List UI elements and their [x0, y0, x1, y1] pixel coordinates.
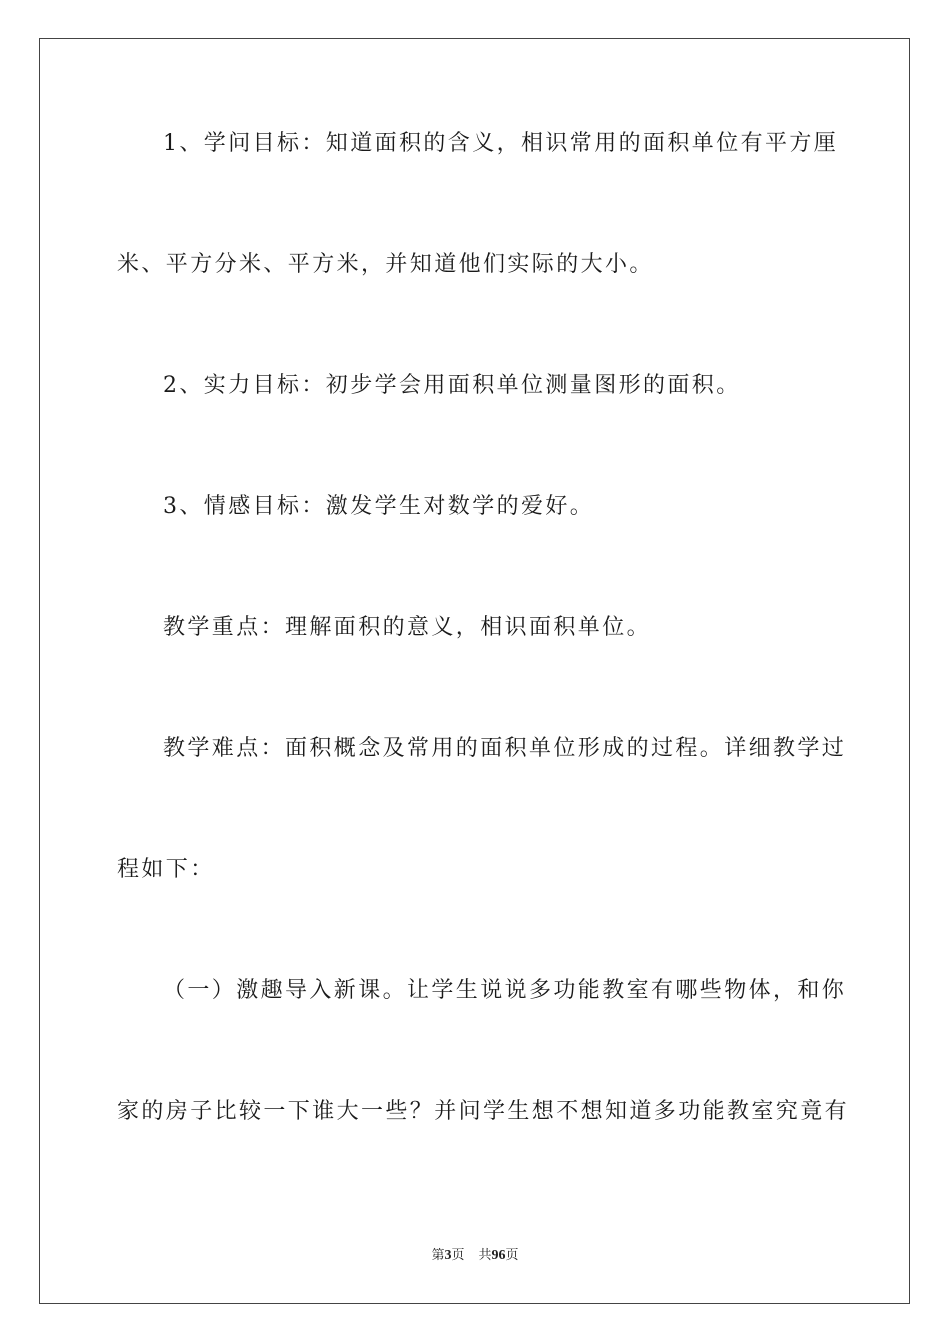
paragraph-line-6: 教学难点：面积概念及常用的面积单位形成的过程。详细教学过 — [163, 736, 847, 761]
footer-page-number: 3 — [444, 1248, 452, 1263]
footer-total-pages: 96 — [491, 1248, 506, 1263]
paragraph-line-8: （一）激趣导入新课。让学生说说多功能教室有哪些物体，和你 — [163, 978, 847, 1003]
footer-page-suffix: 页 — [451, 1248, 465, 1263]
paragraph-line-2: 米、平方分米、平方米，并知道他们实际的大小。 — [117, 252, 654, 277]
paragraph-line-1: 1、学问目标：知道面积的含义，相识常用的面积单位有平方厘 — [163, 131, 839, 156]
paragraph-line-4: 3、情感目标：激发学生对数学的爱好。 — [163, 494, 595, 519]
paragraph-line-9: 家的房子比较一下谁大一些？并问学生想不想知道多功能教室究竟有 — [117, 1099, 850, 1124]
footer-total-suffix: 页 — [505, 1248, 519, 1263]
paragraph-line-3: 2、实力目标：初步学会用面积单位测量图形的面积。 — [163, 373, 741, 398]
footer-total-prefix: 共 — [478, 1248, 492, 1263]
footer-page-prefix: 第 — [431, 1248, 445, 1263]
page-footer — [0, 1247, 950, 1265]
paragraph-line-5: 教学重点：理解面积的意义，相识面积单位。 — [163, 615, 652, 640]
paragraph-line-7: 程如下： — [117, 857, 215, 882]
document-body — [117, 128, 850, 1127]
